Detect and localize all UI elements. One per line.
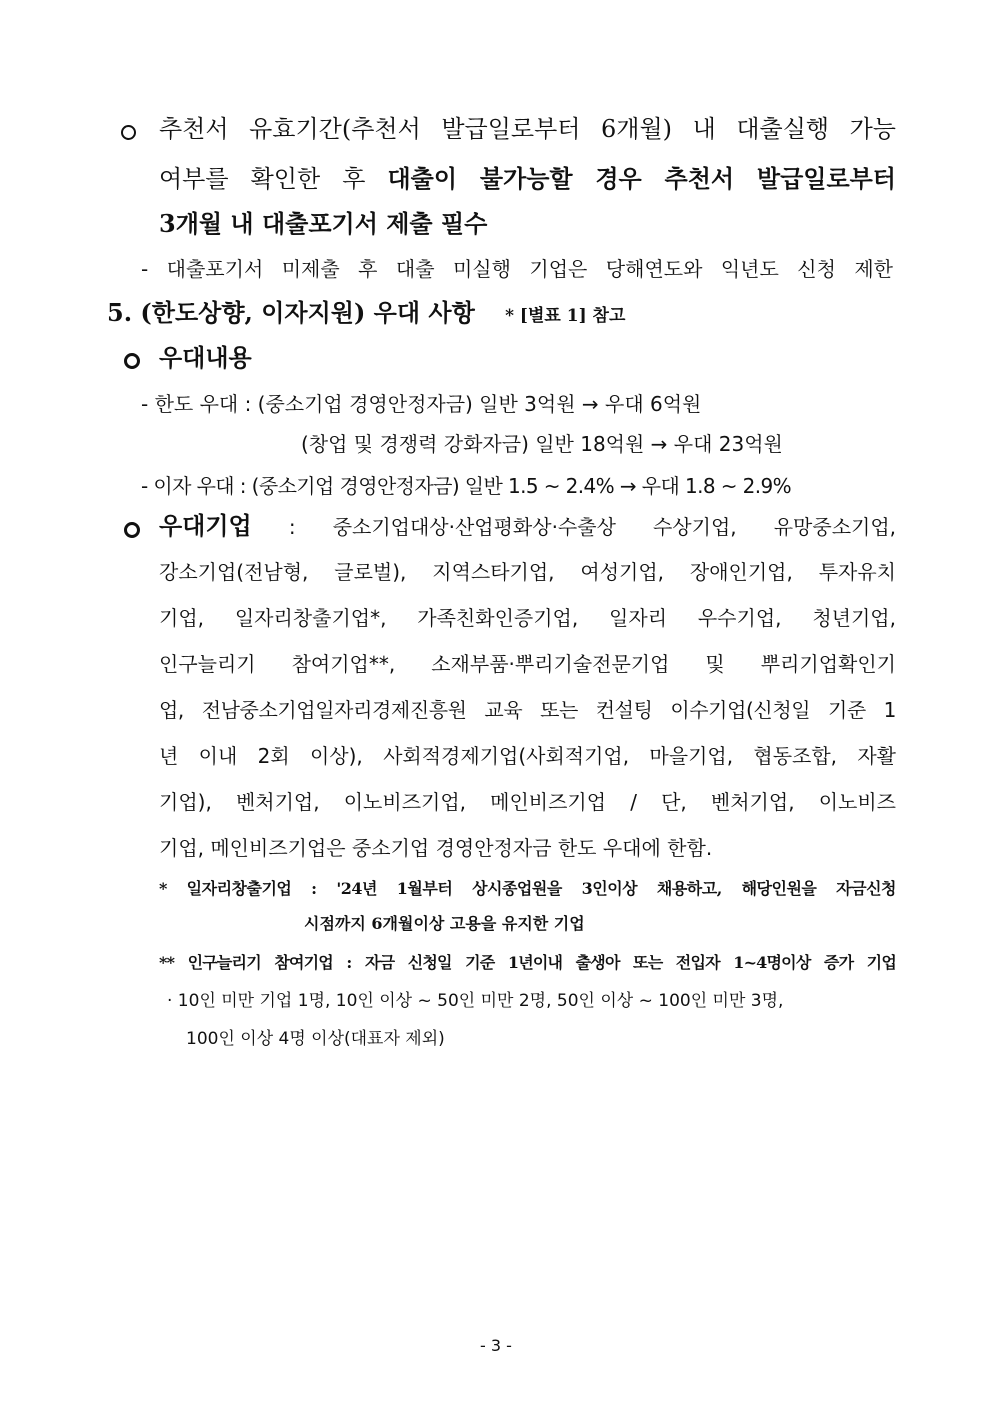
bullet-circle-icon (124, 353, 140, 369)
footnote-subline: 100인 이상 4명 이상(대표자 제외) (186, 1029, 445, 1049)
paragraph-line-bold: 3개월 내 대출포기서 제출 필수 (159, 209, 488, 238)
footnote-line: * 일자리창출기업 : '24년 1월부터 상시종업원을 3인이상 채용하고, 해당인원을 자금신청 (159, 879, 896, 898)
footnote-line: ** 인구늘리기 참여기업 : 자금 신청일 기준 1년이내 출생아 또는 전입자 1~4명이상 증가 기업 (159, 953, 896, 972)
footnote-line: 시점까지 6개월이상 고용을 유지한 기업 (304, 914, 585, 933)
footnote-subline: · 10인 미만 기업 1명, 10인 이상 ~ 50인 미만 2명, 50인 이상 ~ 100인 미만 3명, (167, 991, 784, 1011)
companies-line: 업, 전남중소기업일자리경제진흥원 교육 또는 컨설팅 이수기업(신청일 기준 1 (159, 698, 896, 722)
paragraph-line: 여부를 확인한 후 대출이 불가능할 경우 추천서 발급일로부터 (159, 164, 896, 193)
limit-benefit-row: - 한도 우대 : (중소기업 경영안정자금) 일반 3억원 → 우대 6억원 (141, 392, 702, 416)
bullet-circle-icon (124, 522, 140, 538)
companies-line: 강소기업(전남형, 글로벌), 지역스타기업, 여성기업, 장애인기업, 투자유치 (159, 560, 896, 584)
companies-line: 기업, 메인비즈기업은 중소기업 경영안정자금 한도 우대에 한함. (159, 836, 713, 860)
companies-line: 년 이내 2회 이상), 사회적경제기업(사회적기업, 마을기업, 협동조합, 자활 (159, 744, 896, 768)
limit-benefit-row: (창업 및 경쟁력 강화자금) 일반 18억원 → 우대 23억원 (301, 432, 783, 456)
companies-line: 기업, 일자리창출기업*, 가족친화인증기업, 일자리 우수기업, 청년기업, (159, 606, 896, 630)
page-number: - 3 - (480, 1336, 512, 1355)
companies-line: 인구늘리기 참여기업**, 소재부품·뿌리기술전문기업 및 뿌리기업확인기 (159, 652, 896, 676)
paragraph-line: 추천서 유효기간(추천서 발급일로부터 6개월) 내 대출실행 가능 (159, 115, 896, 143)
companies-line: 기업), 벤처기업, 이노비즈기업, 메인비즈기업 / 단, 벤처기업, 이노비즈 (159, 790, 896, 814)
subsection-title: 우대내용 (159, 343, 252, 372)
companies-line: 우대기업 : 중소기업대상·산업평화상·수출상 수상기업, 유망중소기업, (159, 511, 897, 540)
reference-note: * [별표 1] 참고 (505, 306, 626, 326)
section-heading: 5. (한도상향, 이자지원) 우대 사항 * [별표 1] 참고 (107, 298, 626, 327)
bullet-circle-icon (121, 125, 136, 140)
note-line: - 대출포기서 미제출 후 대출 미실행 기업은 당해연도와 익년도 신청 제한 (141, 257, 893, 281)
interest-benefit-row: - 이자 우대 : (중소기업 경영안정자금) 일반 1.5 ~ 2.4% → 우대 1.8 ~ 2.9% (141, 474, 792, 498)
